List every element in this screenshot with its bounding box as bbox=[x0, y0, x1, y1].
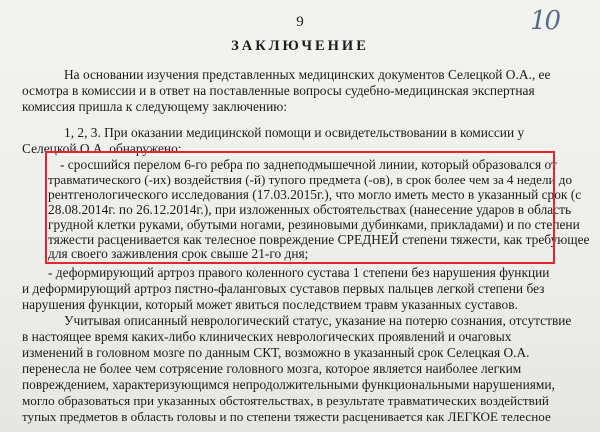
handwritten-page-mark: 10 bbox=[530, 6, 560, 36]
text-line: тупых предметов в область головы и по степени тяжести расценивается как ЛЕГКОЕ телесное bbox=[22, 409, 551, 424]
text-line: 28.08.2014г. по 26.12.2014г.), при изложенных обстоятельствах (нанесение ударов в область bbox=[48, 202, 572, 217]
text-line: Учитывая описанный неврологический статус, указание на потерю сознания, отсутствие bbox=[64, 313, 572, 328]
text-line: рентгенологического исследования (17.03.2015г.), что могло иметь место в указанный срок (с bbox=[48, 187, 582, 202]
text-line: повреждением, характеризующимся непродолжительными функциональными нарушениями, bbox=[22, 377, 555, 392]
text-line: могло образоваться при указанных обстоятельствах, в результате травматических воздействий bbox=[22, 393, 549, 408]
text-line: 1, 2, 3. При оказании медицинской помощи и освидетельствовании в комиссии у bbox=[64, 125, 525, 140]
text-line: перенесла не более чем сотрясение головного мозга, которое является наиболее легким bbox=[22, 361, 522, 376]
text-line: осмотра в комиссии и в ответ на поставленные вопросы судебно-медицинская экспертная bbox=[22, 83, 535, 98]
text-line: для своего заживления срок свыше 21-го дня; bbox=[48, 246, 309, 261]
text-line: На основании изучения представленных медицинских документов Селецкой О.А., ее bbox=[64, 67, 551, 82]
text-line: тяжести расценивается как телесное повреждение СРЕДНЕЙ степени тяжести, как требующее bbox=[48, 232, 590, 247]
document-title: ЗАКЛЮЧЕНИЕ bbox=[231, 38, 369, 54]
text-line: комиссия пришла к следующему заключению: bbox=[22, 99, 287, 114]
text-line: и деформирующий артроз пястно-фаланговых суставов первых пальцев легкой степени без bbox=[22, 281, 545, 296]
text-line: нарушения функции, который может явиться последствием травм указанных суставов. bbox=[22, 297, 518, 312]
text-line: изменений в головном мозге по данным СКТ, возможно в указанный срок Селецкая О.А. bbox=[22, 345, 530, 360]
text-line: - деформирующий артроз правого коленного сустава 1 степени без нарушения функции bbox=[48, 265, 550, 280]
text-line: в настоящее время каких-либо клинических неврологических проявлений и очаговых bbox=[22, 329, 512, 344]
page-number: 9 bbox=[296, 14, 304, 30]
text-line: травматического (-их) воздействия (-й) тупого предмета (-ов), в срок более чем за 4 недели до bbox=[48, 172, 573, 187]
text-line: Селецкой О.А. обнаружено: bbox=[22, 141, 182, 156]
text-line: - сросшийся перелом 6-го ребра по заднеподмышечной линии, который образовался от bbox=[60, 157, 557, 172]
highlight-box bbox=[45, 151, 555, 264]
text-line: грудной клетки руками, обутыми ногами, резиновыми дубинками, прикладами) и по степени bbox=[48, 217, 580, 232]
